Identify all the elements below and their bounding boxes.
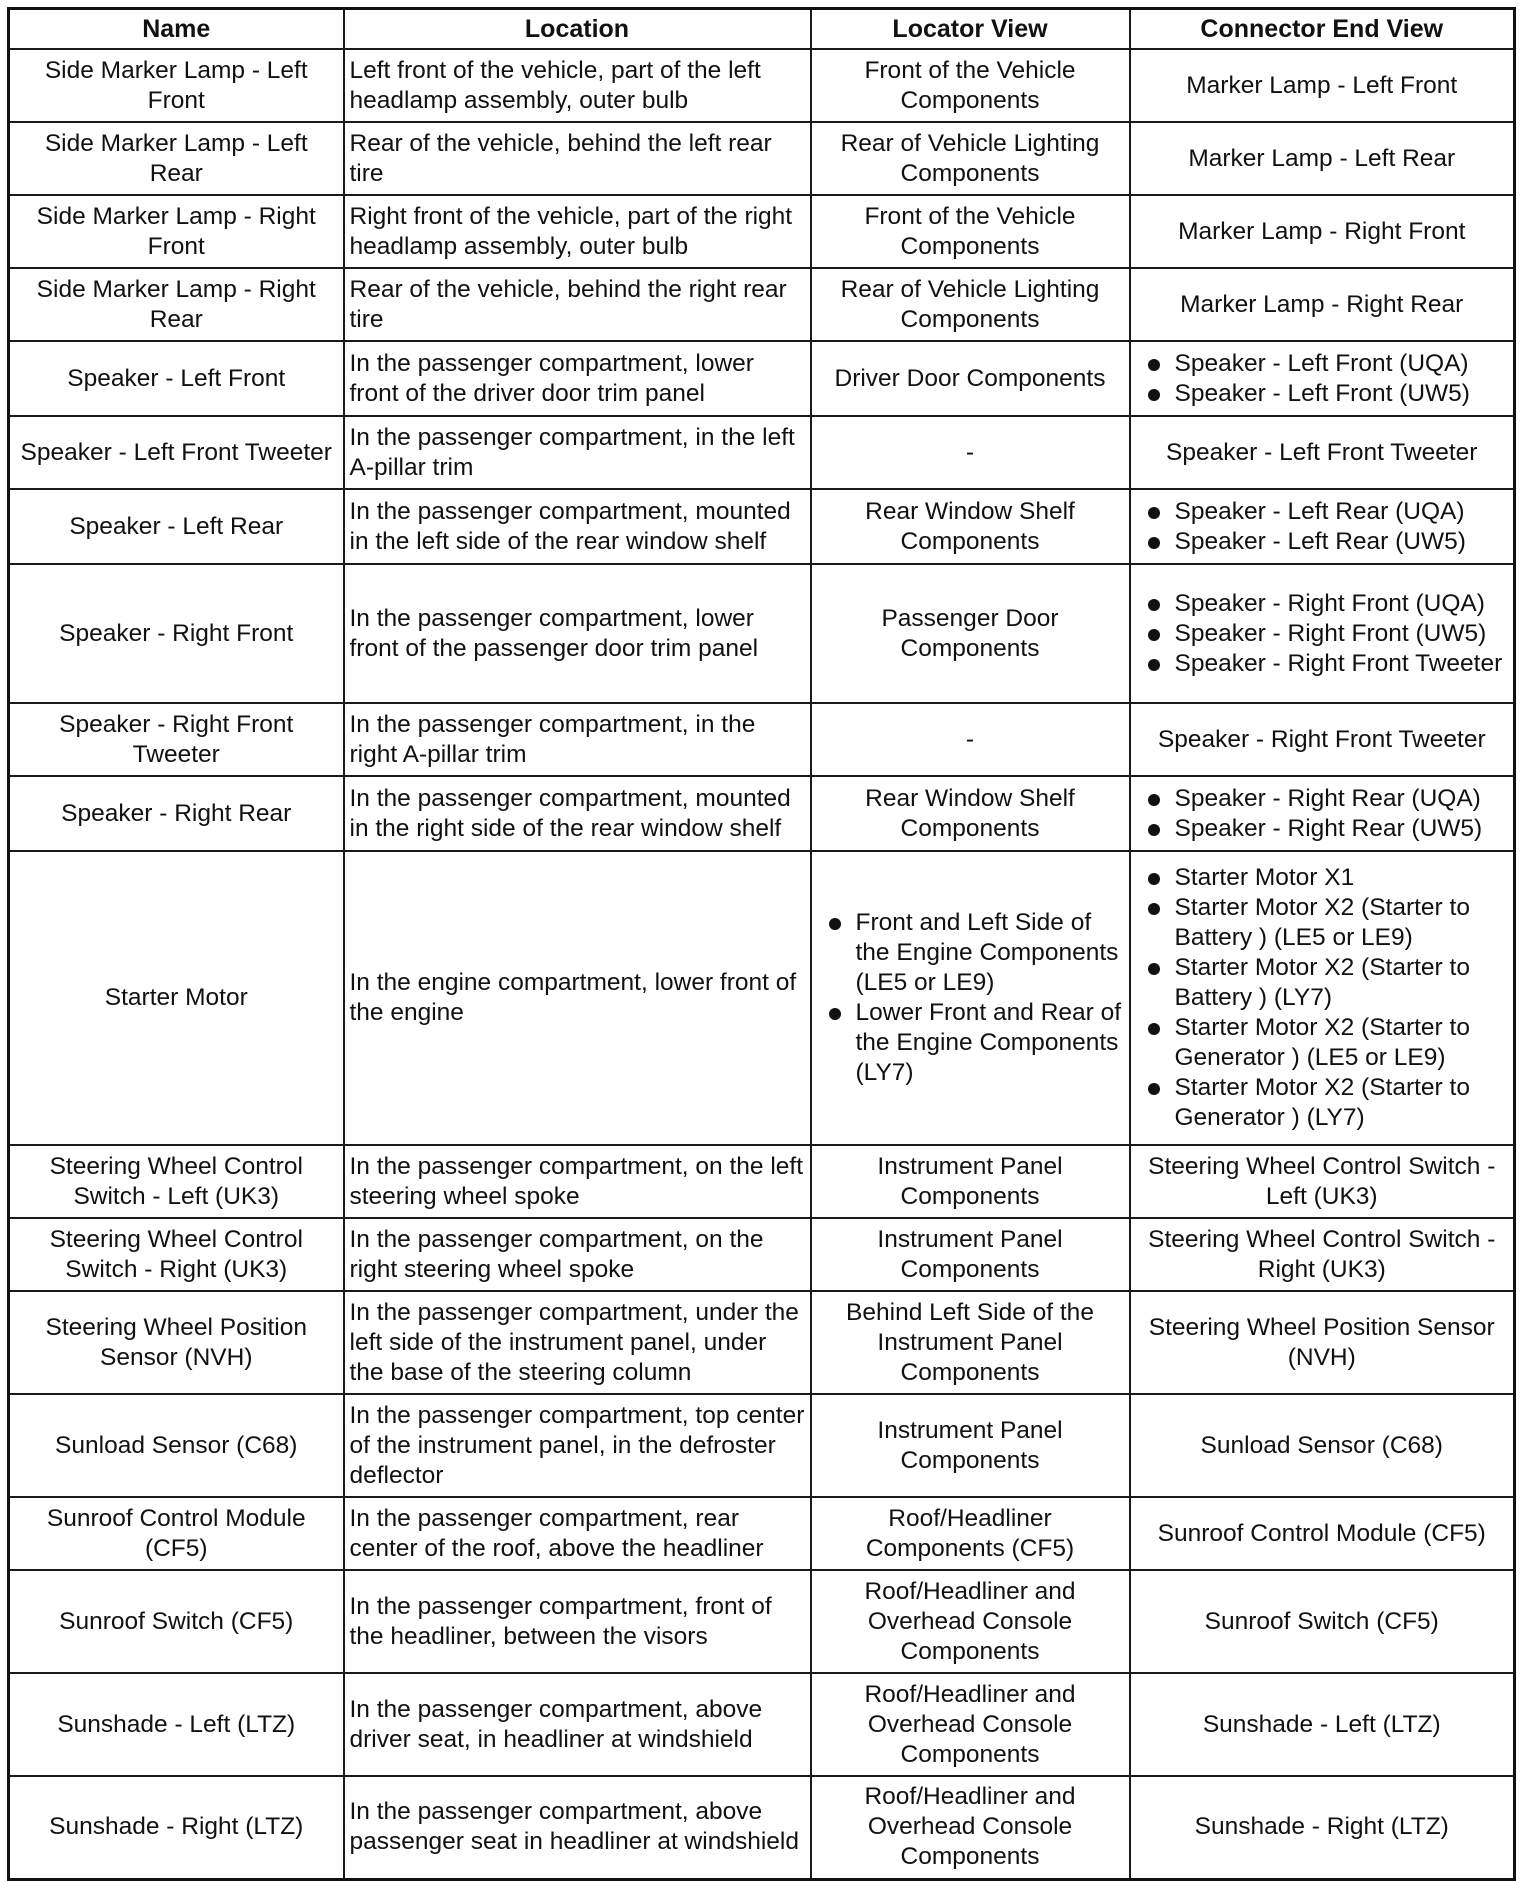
cell-location: In the passenger compartment, under the left side of the instrument panel, under the base of the steering column [344, 1291, 811, 1394]
cell-name: Sunroof Control Module (CF5) [9, 1497, 344, 1570]
list-item: Speaker - Right Rear (UQA) [1136, 784, 1509, 814]
cell-name: Steering Wheel Position Sensor (NVH) [9, 1291, 344, 1394]
cell-location: In the passenger compartment, top center of the instrument panel, in the defroster deflector [344, 1394, 811, 1497]
cell-name: Sunshade - Right (LTZ) [9, 1776, 344, 1879]
list-item: Speaker - Right Front (UQA) [1136, 589, 1509, 619]
list-item: Front and Left Side of the Engine Components (LE5 or LE9) [817, 908, 1124, 998]
cell-location: Left front of the vehicle, part of the left headlamp assembly, outer bulb [344, 49, 811, 122]
list-item: Starter Motor X2 (Starter to Battery ) (LY7) [1136, 953, 1509, 1013]
cell-name: Steering Wheel Control Switch - Left (UK3) [9, 1145, 344, 1218]
list-item: Speaker - Left Front (UQA) [1136, 349, 1509, 379]
cell-name: Side Marker Lamp - Right Front [9, 195, 344, 268]
cell-name: Sunload Sensor (C68) [9, 1394, 344, 1497]
cell-location: In the passenger compartment, mounted in the right side of the rear window shelf [344, 776, 811, 851]
cell-locator-view: - [811, 416, 1130, 489]
cell-locator-view: Instrument Panel Components [811, 1218, 1130, 1291]
cell-location: In the passenger compartment, mounted in the left side of the rear window shelf [344, 489, 811, 564]
cell-name: Speaker - Left Front [9, 341, 344, 416]
cell-connector-end-view: Steering Wheel Position Sensor (NVH) [1130, 1291, 1515, 1394]
cell-connector-end-view: Speaker - Left Front Tweeter [1130, 416, 1515, 489]
cell-location: In the passenger compartment, on the right steering wheel spoke [344, 1218, 811, 1291]
cell-location: Rear of the vehicle, behind the right rear tire [344, 268, 811, 341]
cell-location: In the engine compartment, lower front of the engine [344, 851, 811, 1145]
cell-location: In the passenger compartment, rear center of the roof, above the headliner [344, 1497, 811, 1570]
cell-connector-end-view: Marker Lamp - Left Front [1130, 49, 1515, 122]
cell-location: In the passenger compartment, in the left A-pillar trim [344, 416, 811, 489]
table-row [9, 1145, 1515, 1218]
cell-location: Rear of the vehicle, behind the left rear tire [344, 122, 811, 195]
list-item: Lower Front and Rear of the Engine Components (LY7) [817, 998, 1124, 1088]
cell-name: Speaker - Right Rear [9, 776, 344, 851]
header-locator-view: Locator View [811, 9, 1130, 50]
cell-connector-end-view [1130, 851, 1515, 1145]
cell-locator-view: Driver Door Components [811, 341, 1130, 416]
cell-connector-end-view: Sunroof Switch (CF5) [1130, 1570, 1515, 1673]
cell-name: Side Marker Lamp - Left Rear [9, 122, 344, 195]
component-locator-table [7, 7, 1516, 1881]
cell-name: Side Marker Lamp - Right Rear [9, 268, 344, 341]
cell-locator-view: Rear Window Shelf Components [811, 489, 1130, 564]
cell-locator-view: Front of the Vehicle Components [811, 49, 1130, 122]
header-name: Name [9, 9, 344, 50]
table-row [9, 1776, 1515, 1879]
list-item: Starter Motor X2 (Starter to Battery ) (LE5 or LE9) [1136, 893, 1509, 953]
table-row [9, 703, 1515, 776]
cell-locator-view: Roof/Headliner and Overhead Console Components [811, 1776, 1130, 1879]
table-row [9, 1218, 1515, 1291]
cell-location: Right front of the vehicle, part of the right headlamp assembly, outer bulb [344, 195, 811, 268]
cell-locator-view: Rear of Vehicle Lighting Components [811, 122, 1130, 195]
cell-connector-end-view: Steering Wheel Control Switch - Right (UK3) [1130, 1218, 1515, 1291]
cell-connector-end-view: Sunroof Control Module (CF5) [1130, 1497, 1515, 1570]
table-body [9, 49, 1515, 1879]
bullet-list [817, 908, 1124, 1088]
cell-location: In the passenger compartment, in the right A-pillar trim [344, 703, 811, 776]
header-location: Location [344, 9, 811, 50]
list-item: Speaker - Left Front (UW5) [1136, 379, 1509, 409]
cell-locator-view: Roof/Headliner and Overhead Console Components [811, 1673, 1130, 1776]
cell-connector-end-view [1130, 776, 1515, 851]
cell-locator-view: Front of the Vehicle Components [811, 195, 1130, 268]
cell-name: Sunshade - Left (LTZ) [9, 1673, 344, 1776]
table-row [9, 1291, 1515, 1394]
table-row [9, 49, 1515, 122]
table-row [9, 776, 1515, 851]
cell-connector-end-view: Sunshade - Right (LTZ) [1130, 1776, 1515, 1879]
bullet-list [1136, 497, 1509, 557]
header-connector-end-view: Connector End View [1130, 9, 1515, 50]
cell-location: In the passenger compartment, on the left steering wheel spoke [344, 1145, 811, 1218]
cell-connector-end-view [1130, 341, 1515, 416]
cell-connector-end-view: Sunshade - Left (LTZ) [1130, 1673, 1515, 1776]
cell-locator-view: Rear of Vehicle Lighting Components [811, 268, 1130, 341]
cell-connector-end-view: Marker Lamp - Left Rear [1130, 122, 1515, 195]
cell-locator-view: Instrument Panel Components [811, 1145, 1130, 1218]
cell-location: In the passenger compartment, lower front of the driver door trim panel [344, 341, 811, 416]
cell-connector-end-view: Marker Lamp - Right Front [1130, 195, 1515, 268]
cell-locator-view: Instrument Panel Components [811, 1394, 1130, 1497]
cell-locator-view: Roof/Headliner and Overhead Console Components [811, 1570, 1130, 1673]
cell-name: Steering Wheel Control Switch - Right (UK3) [9, 1218, 344, 1291]
list-item: Starter Motor X2 (Starter to Generator ) (LY7) [1136, 1073, 1509, 1133]
bullet-list [1136, 349, 1509, 409]
header-row [9, 9, 1515, 50]
cell-locator-view: Roof/Headliner Components (CF5) [811, 1497, 1130, 1570]
table-row [9, 564, 1515, 703]
cell-connector-end-view [1130, 564, 1515, 703]
cell-connector-end-view [1130, 489, 1515, 564]
table-row [9, 851, 1515, 1145]
table-row [9, 1497, 1515, 1570]
cell-name: Starter Motor [9, 851, 344, 1145]
cell-connector-end-view: Speaker - Right Front Tweeter [1130, 703, 1515, 776]
list-item: Starter Motor X1 [1136, 863, 1509, 893]
cell-location: In the passenger compartment, lower front of the passenger door trim panel [344, 564, 811, 703]
cell-location: In the passenger compartment, above driver seat, in headliner at windshield [344, 1673, 811, 1776]
cell-name: Speaker - Left Front Tweeter [9, 416, 344, 489]
list-item: Speaker - Right Front (UW5) [1136, 619, 1509, 649]
list-item: Speaker - Right Front Tweeter [1136, 649, 1509, 679]
list-item: Starter Motor X2 (Starter to Generator ) (LE5 or LE9) [1136, 1013, 1509, 1073]
table-row [9, 1673, 1515, 1776]
bullet-list [1136, 863, 1509, 1133]
cell-name: Sunroof Switch (CF5) [9, 1570, 344, 1673]
cell-connector-end-view: Steering Wheel Control Switch - Left (UK3) [1130, 1145, 1515, 1218]
list-item: Speaker - Left Rear (UQA) [1136, 497, 1509, 527]
cell-name: Side Marker Lamp - Left Front [9, 49, 344, 122]
table-row [9, 416, 1515, 489]
cell-locator-view [811, 851, 1130, 1145]
cell-connector-end-view: Sunload Sensor (C68) [1130, 1394, 1515, 1497]
table-row [9, 195, 1515, 268]
cell-location: In the passenger compartment, front of the headliner, between the visors [344, 1570, 811, 1673]
list-item: Speaker - Left Rear (UW5) [1136, 527, 1509, 557]
cell-name: Speaker - Left Rear [9, 489, 344, 564]
list-item: Speaker - Right Rear (UW5) [1136, 814, 1509, 844]
cell-locator-view: Rear Window Shelf Components [811, 776, 1130, 851]
cell-locator-view: Passenger Door Components [811, 564, 1130, 703]
cell-connector-end-view: Marker Lamp - Right Rear [1130, 268, 1515, 341]
table-row [9, 489, 1515, 564]
cell-name: Speaker - Right Front Tweeter [9, 703, 344, 776]
table-row [9, 341, 1515, 416]
bullet-list [1136, 589, 1509, 679]
cell-name: Speaker - Right Front [9, 564, 344, 703]
cell-location: In the passenger compartment, above passenger seat in headliner at windshield [344, 1776, 811, 1879]
table-row [9, 268, 1515, 341]
table-row [9, 1394, 1515, 1497]
table-row [9, 1570, 1515, 1673]
cell-locator-view: Behind Left Side of the Instrument Panel Components [811, 1291, 1130, 1394]
table-row [9, 122, 1515, 195]
bullet-list [1136, 784, 1509, 844]
cell-locator-view: - [811, 703, 1130, 776]
